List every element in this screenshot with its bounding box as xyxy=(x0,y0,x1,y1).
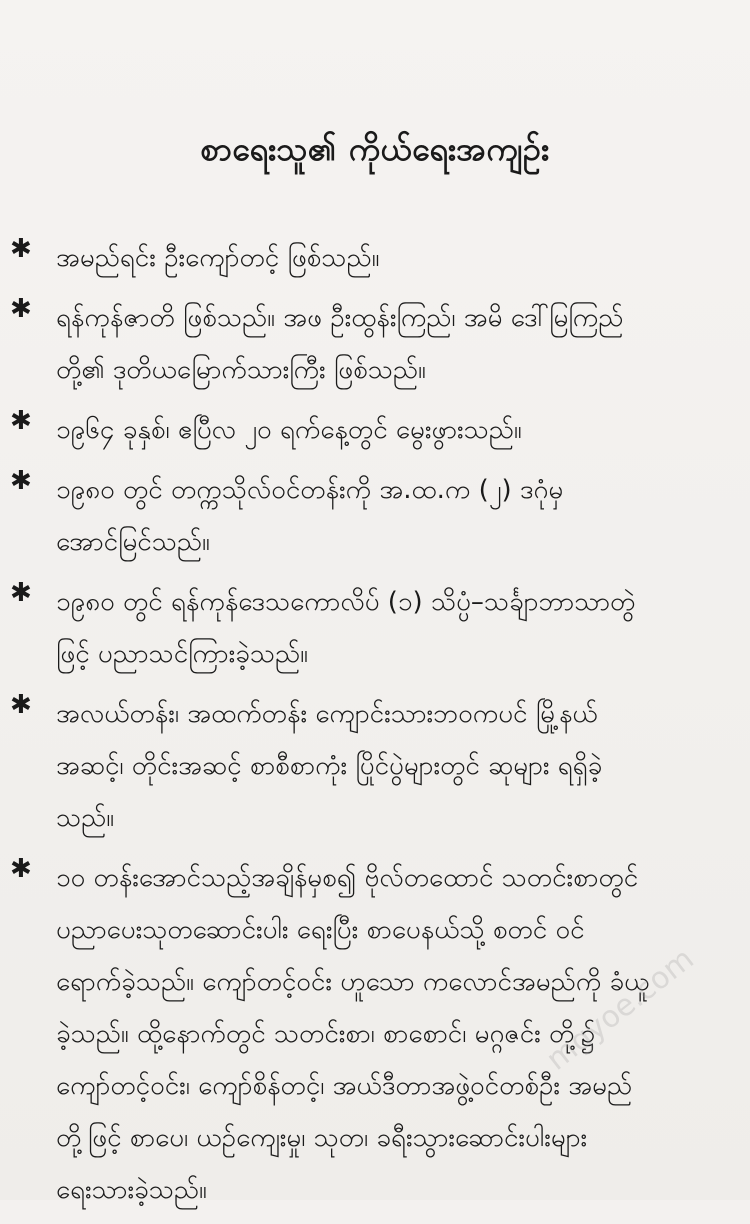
bullet-icon: ✱ xyxy=(10,854,32,884)
list-item xyxy=(8,464,728,568)
item-line: ၁၉၈၀ တွင် ရန်ကုန်ဒေသကောလိပ် (၁) သိပ္ပံ–သင်္ချာဘာသာတွဲ xyxy=(56,587,636,617)
bullet-icon: ✱ xyxy=(10,234,32,264)
bullet-icon: ✱ xyxy=(10,578,32,608)
bullet-icon: ✱ xyxy=(10,406,32,436)
item-line: ရေးသားခဲ့သည်။ xyxy=(56,1175,207,1205)
bullet-icon: ✱ xyxy=(10,690,32,720)
item-line: ၁၀ တန်းအောင်သည့်အချိန်မှစ၍ ဗိုလ်တထောင် သတင်းစာတွင် xyxy=(56,863,639,893)
watermark: mgyoe.com xyxy=(540,941,701,1078)
item-line: ရန်ကုန်ဇာတိ ဖြစ်သည်။ အဖ ဦးထွန်းကြည်၊ အမိ ဒေါ်မြကြည် xyxy=(56,303,624,333)
item-line: ၁၉၈၀ တွင် တက္ကသိုလ်ဝင်တန်းကို အ.ထ.က (၂) ဒဂုံမှ xyxy=(56,475,564,505)
item-line: အမည်ရင်း ဦးကျော်တင့် ဖြစ်သည်။ xyxy=(56,243,380,273)
item-line: ပညာပေးသုတဆောင်းပါး ရေးပြီး စာပေနယ်သို့ စတင် ဝင် xyxy=(56,915,585,945)
item-line: အောင်မြင်သည်။ xyxy=(56,527,210,557)
biography-list xyxy=(8,232,728,1224)
item-line: တို့ဖြင့် စာပေ၊ ယဉ်ကျေးမှု၊ သုတ၊ ခရီးသွားဆောင်းပါးများ xyxy=(56,1123,588,1153)
item-line: ရောက်ခဲ့သည်။ ကျော်တင့်ဝင်း ဟူသော ကလောင်အမည်ကို ခံယူ xyxy=(56,967,650,997)
page-title: စာရေးသူ၏ ကိုယ်ရေးအကျဉ်း xyxy=(200,130,550,168)
list-item xyxy=(8,852,728,1216)
bullet-icon: ✱ xyxy=(10,294,32,324)
item-line: တို့၏ ဒုတိယမြောက်သားကြီး ဖြစ်သည်။ xyxy=(56,355,426,385)
list-item xyxy=(8,292,728,396)
item-line: အလယ်တန်း၊ အထက်တန်း ကျောင်းသားဘဝကပင် မြို့နယ် xyxy=(56,699,598,729)
list-item xyxy=(8,576,728,680)
item-line: သည်။ xyxy=(56,803,115,833)
item-line: ခဲ့သည်။ ထို့နောက်တွင် သတင်းစာ၊ စာစောင်၊ မဂ္ဂဇင်း တို့၌ xyxy=(56,1019,596,1049)
bullet-icon: ✱ xyxy=(10,466,32,496)
item-line: အဆင့်၊ တိုင်းအဆင့် စာစီစာကုံး ပြိုင်ပွဲများတွင် ဆုများ ရရှိခဲ့ xyxy=(56,751,603,781)
item-line: ၁၉၆၄ ခုနှစ်၊ ဧပြီလ ၂၀ ရက်နေ့တွင် မွေးဖွားသည်။ xyxy=(56,415,522,445)
item-line: ဖြင့် ပညာသင်ကြားခဲ့သည်။ xyxy=(56,639,308,669)
item-line: ကျော်တင့်ဝင်း၊ ကျော်စိန်တင့်၊ အယ်ဒီတာအဖွဲ့ဝင်တစ်ဦး အမည် xyxy=(56,1071,633,1101)
list-item xyxy=(8,232,728,284)
list-item xyxy=(8,688,728,844)
list-item xyxy=(8,404,728,456)
